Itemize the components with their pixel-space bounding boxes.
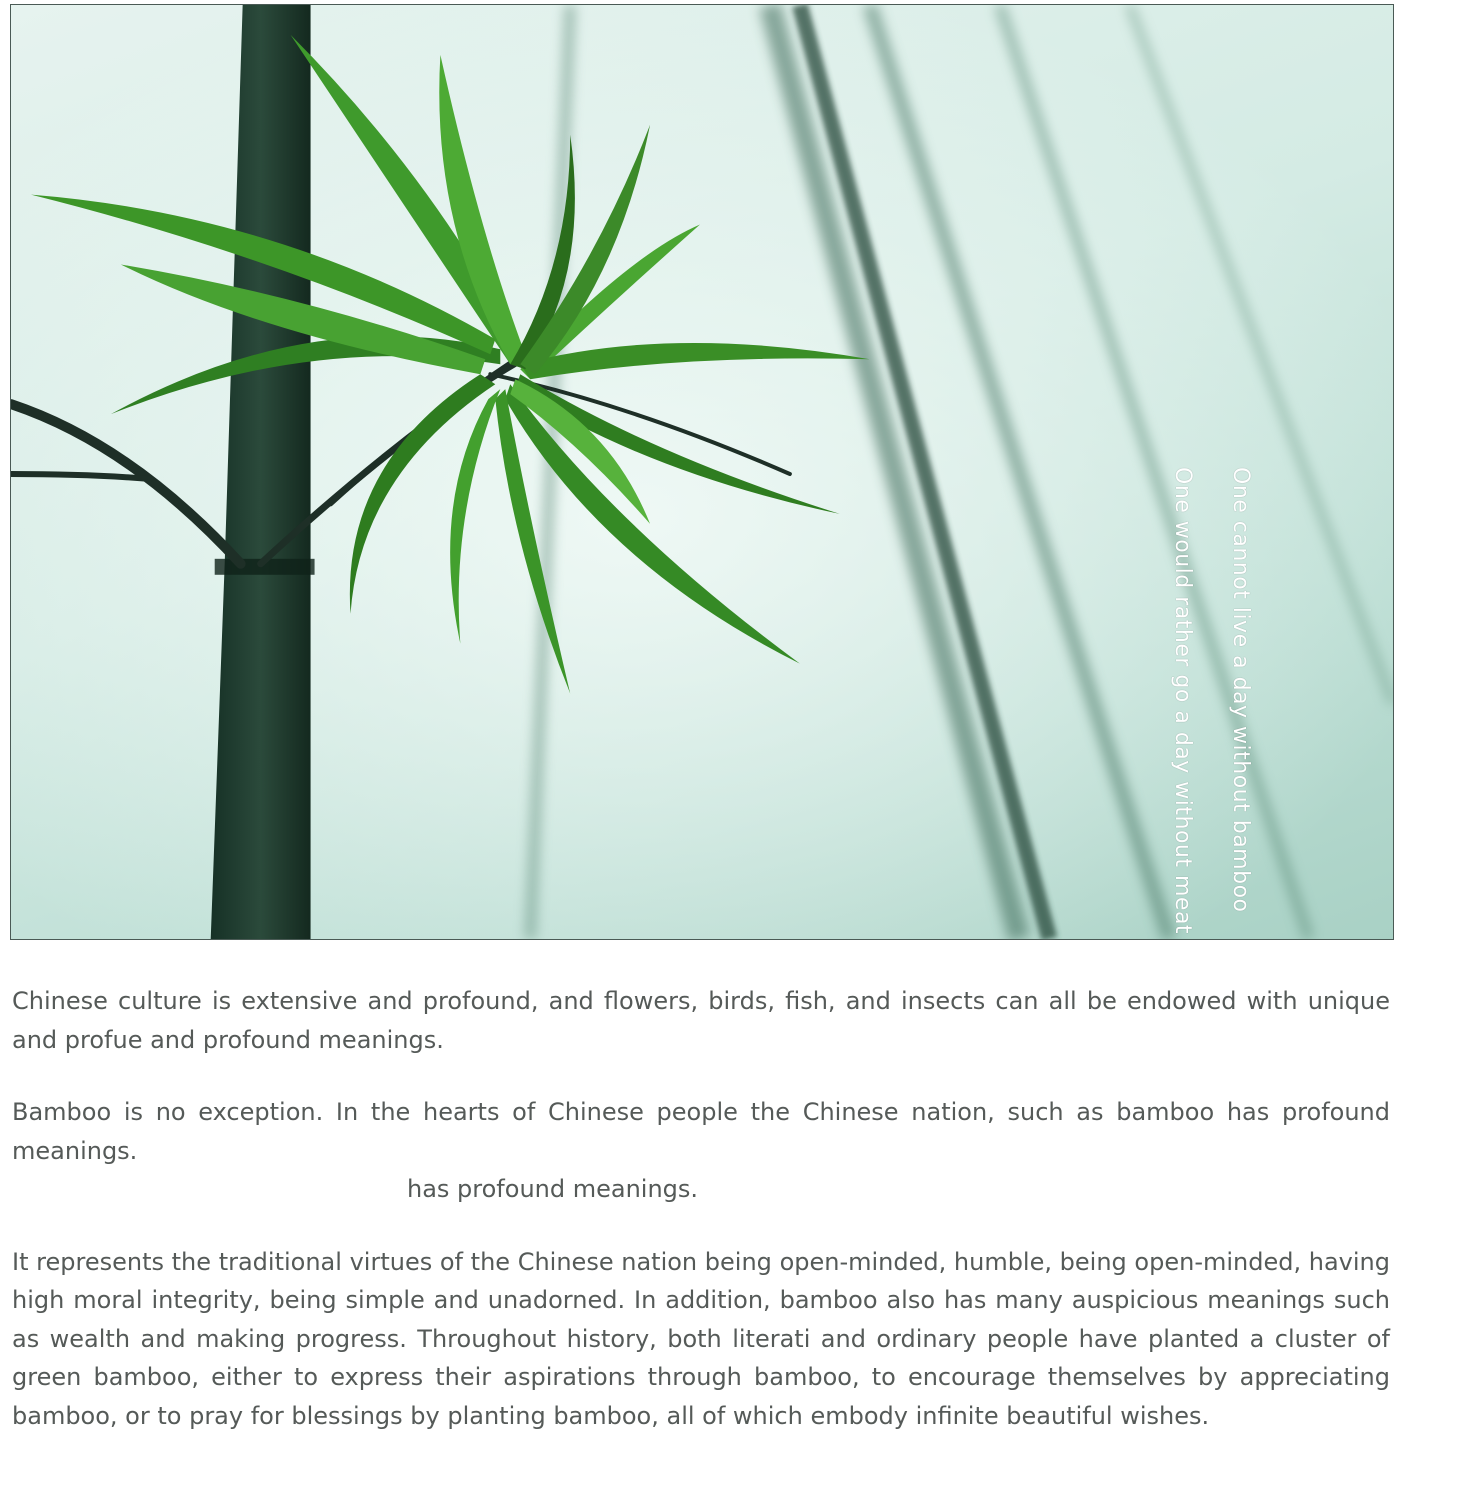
caption-line-1: One cannot live a day without bamboo: [1228, 467, 1253, 913]
paragraph-3: It represents the traditional virtues of the Chinese nation being open-minded, humble, being open-minded, having high moral integrity, being simple and unadorned. In addition, bamboo also has many auspicious meanings such as wealth and making progress. Throughout history, both literati and ordinary people have planted a cluster of green bamboo, either to express their aspirations through bamboo, to encourage themselves by appreciating bamboo, or to pray for blessings by planting bamboo, all of which embody infinite beautiful wishes.: [12, 1247, 1390, 1430]
paragraph-2-tail: has profound meanings.: [407, 1175, 699, 1203]
paragraph-1: Chinese culture is extensive and profound, and flowers, birds, fish, and insects can all be endowed with unique and profue and profound meanings.: [12, 987, 1390, 1054]
bamboo-photo: [10, 4, 1394, 940]
article-body: [12, 982, 1390, 1469]
caption-line-2: One would rather go a day without meat: [1170, 467, 1195, 935]
paragraph-2-main: Bamboo is no exception. In the hearts of Chinese people the Chinese nation, such as bamboo has profound meanings.: [12, 1098, 1390, 1165]
paragraph-2: [12, 1093, 1390, 1209]
